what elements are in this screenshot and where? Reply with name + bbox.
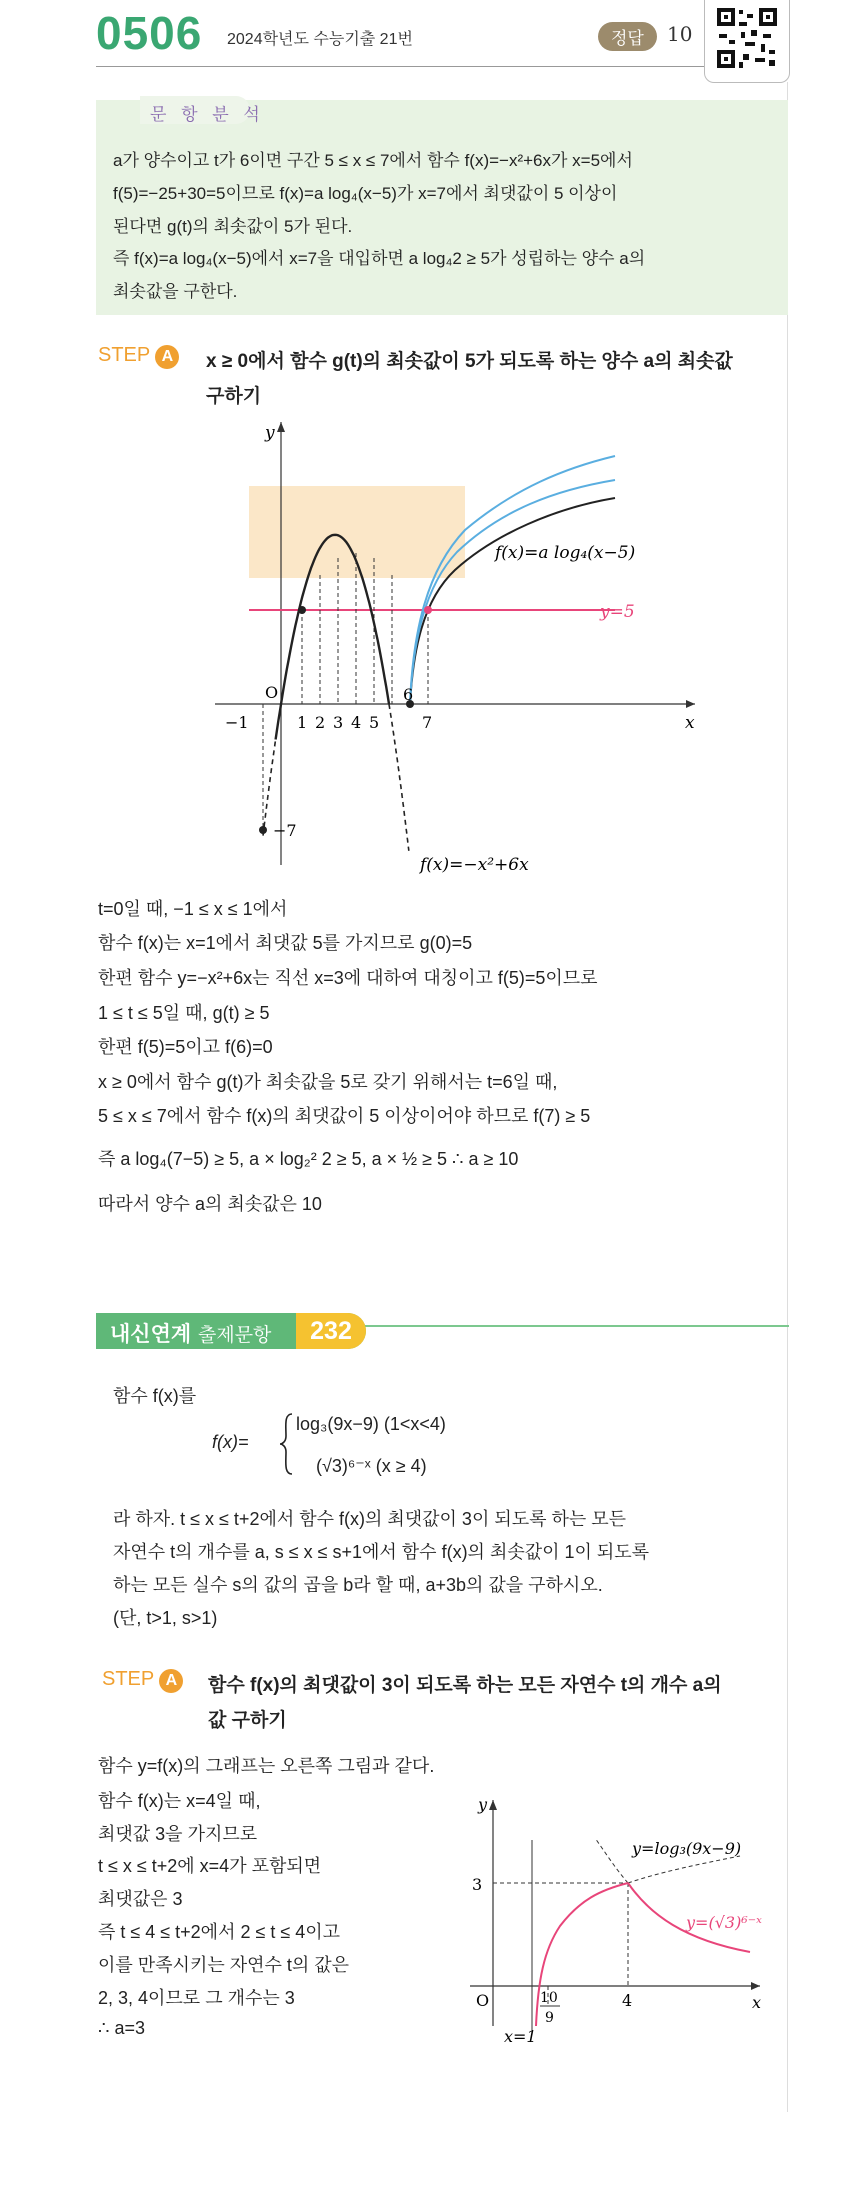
point [298,606,306,614]
analysis-line: a가 양수이고 t가 6이면 구간 5 ≤ x ≤ 7에서 함수 f(x)=−x²+6x가 x=5에서 [113,151,633,170]
piecewise-label: f(x)= [212,1432,249,1452]
step2-line: 즉 t ≤ 4 ≤ t+2에서 2 ≤ t ≤ 4이고 [98,1922,341,1942]
log-function-label: f(x)=a log₄(x−5) [495,543,636,563]
step-label: STEP [98,344,151,366]
graph-2 [460,1780,790,2050]
x-tick-frac-num: 10 [540,1990,558,2006]
tick-label: 6 [403,685,414,704]
asymptote-label: x=1 [504,2027,537,2046]
tick-label: 5 [369,713,380,732]
tick-label: 2 [315,713,326,732]
problem-line: 자연수 t의 개수를 a, s ≤ x ≤ s+1에서 함수 f(x)의 최솟값이 1이 되도록 [113,1542,650,1562]
naesin-subtitle: 출제문항 [198,1325,272,1346]
tick-label: 1 [297,713,308,732]
problem-line: 하는 모든 실수 s의 값의 곱을 b라 할 때, a+3b의 값을 구하시오. [113,1575,603,1595]
tick-label: −1 [225,713,249,732]
solution-line: 한편 f(5)=5이고 f(6)=0 [98,1037,273,1057]
step2-line: 2, 3, 4이므로 그 개수는 3 [98,1988,295,2008]
solution-line: 한편 함수 y=−x²+6x는 직선 x=3에 대하여 대칭이고 f(5)=5이므로 [98,968,598,988]
point [424,606,432,614]
naesin-number: 232 [296,1313,366,1349]
step-title-line2: 값 구하기 [208,1710,287,1731]
step2-line: 최댓값은 3 [98,1889,183,1909]
step-heading [102,1668,183,1693]
x-axis-label: x [685,713,695,733]
question-source: 2024학년도 수능기출 21번 [227,31,413,48]
step2-line: 이를 만족시키는 자연수 t의 값은 [98,1955,350,1975]
solution-line: 따라서 양수 a의 최솟값은 10 [98,1194,322,1214]
step-label: STEP [102,1668,155,1690]
step-badge: A [159,1669,183,1693]
solution-line: 5 ≤ x ≤ 7에서 함수 f(x)의 최댓값이 5 이상이어야 하므로 f(7) ≥ 5 [98,1106,591,1126]
analysis-line: f(5)=−25+30=5이므로 f(x)=a log₄(x−5)가 x=7에서 최댓값이 5 이상이 [113,184,618,203]
graph-1 [195,410,715,880]
x-axis-label: x [752,1993,762,2012]
analysis-line: 즉 f(x)=a log₄(x−5)에서 x=7을 대입하면 a log₄2 ≥ 5가 성립하는 양수 a의 [113,249,646,268]
solution-line: x ≥ 0에서 함수 g(t)가 최솟값을 5로 갖기 위해서는 t=6일 때, [98,1072,558,1092]
parabola-label: f(x)=−x²+6x [420,855,529,875]
tick-label: 3 [333,713,344,732]
origin-label: O [265,683,279,702]
x-tick-frac-den: 9 [545,2010,554,2026]
solution-line: 함수 f(x)는 x=1에서 최댓값 5를 가지므로 g(0)=5 [98,933,473,953]
step2-line: t ≤ x ≤ t+2에 x=4가 포함되면 [98,1856,322,1876]
problem-intro: 함수 f(x)를 [113,1386,197,1406]
header-divider [96,66,704,67]
problem-line: (단, t>1, s>1) [113,1608,218,1628]
tick-label: 7 [422,713,433,732]
piecewise-case-1: log₃(9x−9) (1<x<4) [296,1414,446,1434]
piecewise-case-2: (√3)⁶⁻ˣ (x ≥ 4) [316,1456,427,1476]
analysis-line: 최솟값을 구한다. [113,282,238,301]
solution-line: t=0일 때, −1 ≤ x ≤ 1에서 [98,899,288,919]
step2-line: 함수 f(x)는 x=4일 때, [98,1791,261,1811]
neg-label: −7 [273,821,297,840]
y-axis-label: y [478,1795,488,1814]
step-title-line1: x ≥ 0에서 함수 g(t)의 최솟값이 5가 되도록 하는 양수 a의 최솟값 [206,351,733,372]
tick-label: 4 [351,713,362,732]
analysis-line: 된다면 g(t)의 최솟값이 5가 된다. [113,217,353,236]
problem-line: 라 하자. t ≤ x ≤ t+2에서 함수 f(x)의 최댓값이 3이 되도록 하는 모든 [113,1509,627,1529]
qr-code-icon[interactable] [704,0,790,83]
solution-line: 1 ≤ t ≤ 5일 때, g(t) ≥ 5 [98,1003,270,1023]
answer-badge: 정답 [598,22,657,51]
naesin-title: 내신연계 [110,1323,192,1346]
step2-line: ∴ a=3 [98,2018,145,2038]
step2-line: 함수 y=f(x)의 그래프는 오른쪽 그림과 같다. [98,1756,435,1776]
step-title-line1: 함수 f(x)의 최댓값이 3이 되도록 하는 모든 자연수 t의 개수 a의 [208,1675,722,1696]
origin-label: O [476,1991,490,2010]
line-label: y=5 [600,602,635,622]
x-tick-label: 4 [622,1991,633,2010]
log-label: y=log₃(9x−9) [632,1839,742,1858]
question-number: 0506 [96,7,203,59]
step-badge: A [155,345,179,369]
analysis-title: 문 항 분 석 [150,105,265,124]
y-axis-label: y [265,423,275,443]
brace-icon [278,1412,294,1476]
exp-label: y=(√3)⁶⁻ˣ [686,1913,762,1932]
y-tick-label: 3 [472,1875,483,1894]
answer-value: 10 [667,22,693,46]
step2-line: 최댓값 3을 가지므로 [98,1824,258,1844]
step-title-line2: 구하기 [206,386,262,407]
point [259,826,267,834]
step-heading [98,344,179,369]
solution-line: 즉 a log₄(7−5) ≥ 5, a × log₂² 2 ≥ 5, a × ½ ≥ 5 ∴ a ≥ 10 [98,1149,519,1169]
